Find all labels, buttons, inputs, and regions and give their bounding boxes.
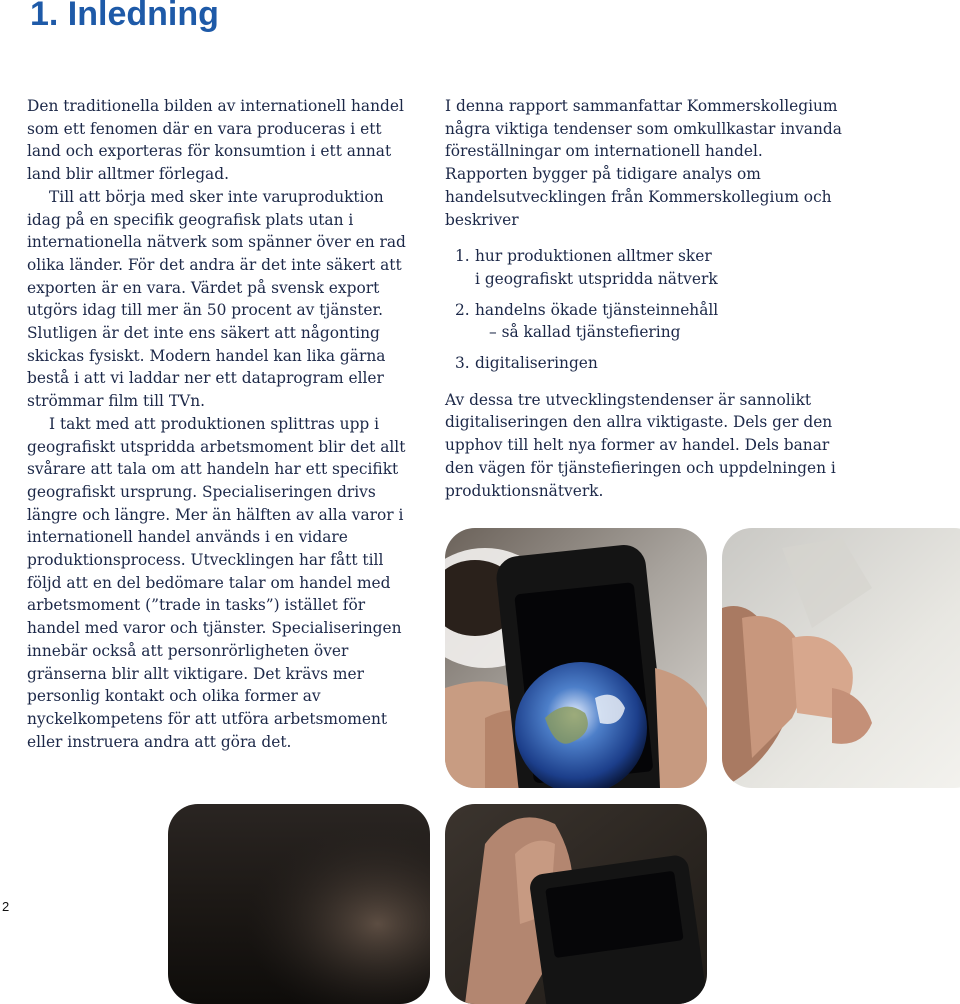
page-title: 1. Inledning <box>30 0 219 33</box>
outro-paragraph: Av dessa tre utvecklingstendenser är sannolikt digitaliseringen den allra viktigaste. Dels ger den upphov till helt nya former av handel. Dels banar den vägen för tjänstefieringen och uppdelningen i produktionsnätverk. <box>445 390 836 500</box>
list-item <box>445 245 845 290</box>
paragraph: Till att börja med sker inte varuproduktion idag på en specifik geografisk plats utan i internationella nätverk som spänner över en rad olika länder. För det andra är det inte säkert att exporten är en vara. Värdet på svensk export utgörs idag till mer än 50 procent av tjänster. Slutligen är det inte ens säkert att någonting skickas fysiskt. Modern handel kan lika gärna bestå i att vi laddar ner ett dataprogram eller strömmar film till TVn. <box>27 187 406 411</box>
paragraph: Den traditionella bilden av internationell handel som ett fenomen där en vara produceras i ett land och exporteras för konsumtion i ett annat land blir alltmer förlegad. <box>27 97 404 184</box>
list-number: 3. <box>455 354 470 373</box>
list-number: 1. <box>455 247 470 266</box>
left-text-column <box>27 95 419 753</box>
numbered-list <box>445 245 845 375</box>
list-item <box>445 299 845 344</box>
list-text: handelns ökade tjänsteinnehåll <box>475 300 719 319</box>
list-text: i geografiskt utspridda nätverk <box>475 269 718 288</box>
list-item <box>445 352 845 375</box>
table-photo <box>168 804 430 1004</box>
right-text-column <box>445 95 845 502</box>
list-text: – så kallad tjänstefiering <box>489 323 681 342</box>
hand-phone-photo <box>445 804 707 1004</box>
phone-earth-photo <box>445 528 707 788</box>
intro-paragraph: I denna rapport sammanfattar Kommerskollegium några viktiga tendenser som omkullkastar invanda föreställningar om internationell handel. Rapporten bygger på tidigare analys om handelsutvecklingen från Kommerskollegium och beskriver <box>445 97 842 229</box>
list-text: digitaliseringen <box>475 354 598 373</box>
page-number: 2 <box>2 899 10 914</box>
list-text: hur produktionen alltmer sker <box>475 247 712 266</box>
list-number: 2. <box>455 300 470 319</box>
hand-photo <box>722 528 960 788</box>
paragraph: I takt med att produktionen splittras upp i geografiskt utspridda arbetsmoment blir det allt svårare att tala om att handeln har ett specifikt geografiskt ursprung. Specialiseringen drivs längre och längre. Mer än hälften av alla varor i internationell handel används i en vidare produktionsprocess. Utvecklingen har fått till följd att en del bedömare talar om handel med arbetsmoment (”trade in tasks”) istället för handel med varor och tjänster. Specialiseringen innebär också att personrörligheten över gränserna blir allt viktigare. Det krävs mer personlig kontakt och olika former av nyckelkompetens för att utföra arbetsmoment eller instruera andra att göra det. <box>27 414 406 751</box>
